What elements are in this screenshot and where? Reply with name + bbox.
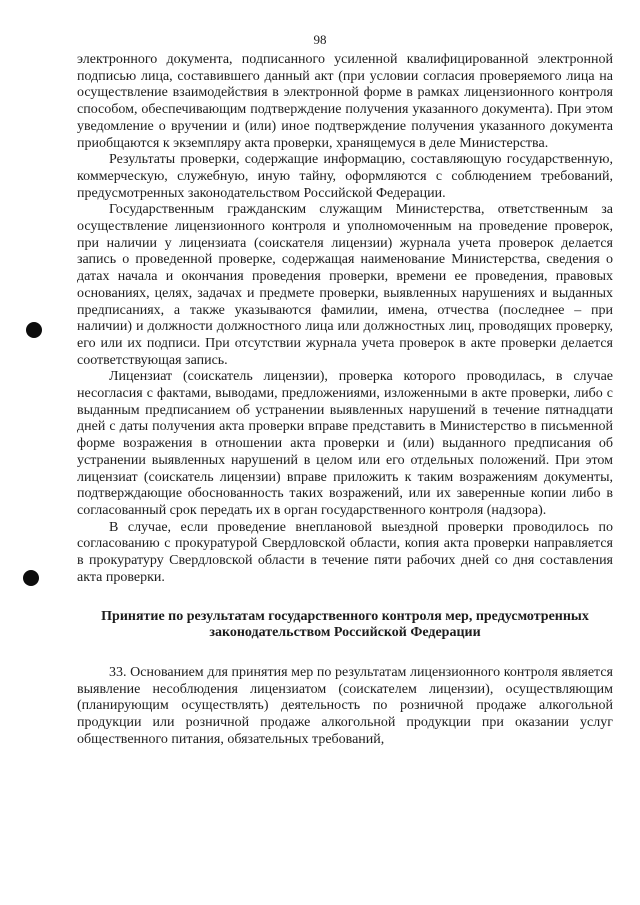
document-body bbox=[77, 52, 613, 748]
punch-hole-bottom bbox=[23, 570, 39, 586]
section-heading: Принятие по результатам государственного контроля мер, предусмотренных законодательством Российской Федерации bbox=[101, 608, 589, 641]
paragraph-item-33: 33. Основанием для принятия мер по результатам лицензионного контроля является выявление несоблюдения лицензиатом (соискателем лицензии), осуществляющим (планирующим осуществлять) деятельность по розничной продаже алкогольной продукции или розничной продаже алкогольной продукции при оказании услуг общественного питания, обязательных требований, bbox=[77, 664, 613, 747]
paragraph-prosecutor: В случае, если проведение внеплановой выездной проверки проводилось по согласованию с прокуратурой Свердловской области, копия акта проверки направляется в прокуратуру Свердловской области в течение пяти рабочих дней со дня составления акта проверки. bbox=[77, 519, 613, 585]
punch-hole-top bbox=[26, 322, 42, 338]
paragraph-continuation: электронного документа, подписанного усиленной квалифицированной электронной подписью лица, составившего данный акт (при условии согласия проверяемого лица на осуществление взаимодействия в электронной форме в рамках лицензионного контроля способом, обеспечивающим подтверждение получения указанного документа). При этом уведомление о вручении и (или) иное подтверждение получения указанного документа приобщаются к экземпляру акта проверки, хранящемуся в деле Министерства. bbox=[77, 52, 613, 151]
page-number: 98 bbox=[313, 32, 327, 47]
paragraph-inspection-log: Государственным гражданским служащим Министерства, ответственным за осуществление лицензионного контроля и уполномоченным на проведение проверок, при наличии у лицензиата (соискателя лицензии) журнала учета проверок делается запись о проведенной проверке, содержащая наименование Министерства, сведения о датах начала и окончания проведения проверки, времени ее проведения, правовых основаниях, целях, задачах и предмете проверки, выявленных нарушениях и выданных предписаниях, а также указываются фамилии, имена, отчества (последнее – при наличии) и должности должностного лица или должностных лиц, проводящих проверку, его или их подписи. При отсутствии журнала учета проверок в акте проверки делается соответствующая запись. bbox=[77, 202, 613, 368]
paragraph-secrecy: Результаты проверки, содержащие информацию, составляющую государственную, коммерческую, служебную, иную тайну, оформляются с соблюдением требований, предусмотренных законодательством Российской Федерации. bbox=[77, 152, 613, 201]
paragraph-objections: Лицензиат (соискатель лицензии), проверка которого проводилась, в случае несогласия с фактами, выводами, предложениями, изложенными в акте проверки, либо с выданным предписанием об устранении выявленных нарушений в течение пятнадцати дней с даты получения акта проверки вправе представить в Министерство в письменной форме возражения в отношении акта проверки и (или) выданного предписания об устранении выявленных нарушений в целом или его отдельных положений. При этом лицензиат (соискатель лицензии) вправе приложить к таким возражениям документы, подтверждающие обоснованность таких возражений, или их заверенные копии либо в согласованный срок передать их в орган государственного контроля (надзора). bbox=[77, 369, 613, 518]
